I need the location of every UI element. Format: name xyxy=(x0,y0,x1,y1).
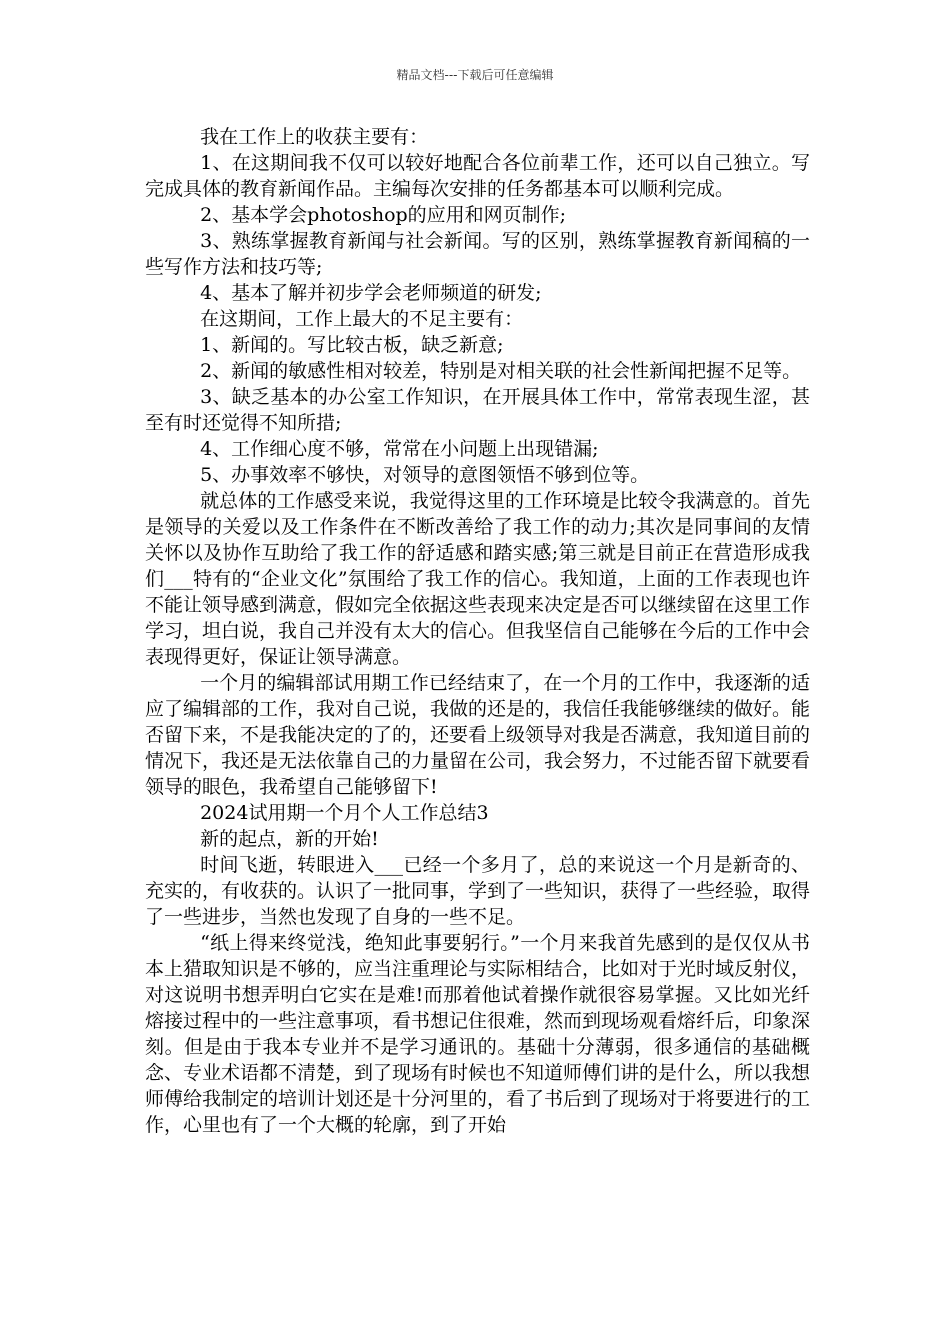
paragraph: 5、办事效率不够快，对领导的意图领悟不够到位等。 xyxy=(200,464,650,486)
paragraph: 在这期间，工作上最大的不足主要有： xyxy=(200,308,524,330)
paragraph: 4、工作细心度不够，常常在小问题上出现错漏; xyxy=(200,438,599,460)
page-header: 精品文档---下载后可任意编辑 xyxy=(396,68,554,82)
paragraph: 我在工作上的收获主要有： xyxy=(200,126,429,148)
paragraph: 一个月的编辑部试用期工作已经结束了，在一个月的工作中，我逐渐的适应了编辑部的工作，我对自己说，我做的还是的，我信任我能够继续的做好。能否留下来，不是我能决定的了的，还要看上级领导对我是否满意，我知道目前的情况下，我还是无法依靠自己的力量留在公司，我会努力，不过能否留下就要看领导的眼色，我希望自己能够留下! xyxy=(145,672,811,798)
paragraph: 2、新闻的敏感性相对较差，特别是对相关联的社会性新闻把握不足等。 xyxy=(200,360,802,382)
paragraph: 3、熟练掌握教育新闻与社会新闻。写的区别，熟练掌握教育新闻稿的一些写作方法和技巧等; xyxy=(145,230,810,278)
paragraph: “纸上得来终觉浅，绝知此事要躬行。”一个月来我首先感到的是仅仅从书本上猎取知识是不够的，应当注重理论与实际相结合，比如对于光时域反射仪，对这说明书想弄明白它实在是难!而那着他试着操作就很容易掌握。又比如光纤熔接过程中的一些注意事项，看书想记住很难，然而到现场观看熔纤后，印象深刻。但是由于我本专业并不是学习通讯的。基础十分薄弱，很多通信的基础概念、专业术语都不清楚，到了现场有时候也不知道师傅们讲的是什么，所以我想师傅给我制定的培训计划还是十分河里的，看了书后到了现场对于将要进行的工作，心里也有了一个大概的轮廓，到了开始 xyxy=(145,932,811,1136)
paragraph: 4、基本了解并初步学会老师频道的研发; xyxy=(200,282,542,304)
paragraph: 3、缺乏基本的办公室工作知识，在开展具体工作中，常常表现生涩，甚至有时还觉得不知所措; xyxy=(145,386,810,434)
paragraph: 新的起点，新的开始! xyxy=(200,828,379,850)
paragraph: 就总体的工作感受来说，我觉得这里的工作环境是比较令我满意的。首先是领导的关爱以及工作条件在不断改善给了我工作的动力;其次是同事间的友情关怀以及协作互助给了我工作的舒适感和踏实感;第三就是目前正在营造形成我们___特有的“企业文化”氛围给了我工作的信心。我知道，上面的工作表现也许不能让领导感到满意，假如完全依据这些表现来决定是否可以继续留在这里工作学习，坦白说，我自己并没有太大的信心。但我坚信自己能够在今后的工作中会表现得更好，保证让领导满意。 xyxy=(145,490,811,668)
document-body xyxy=(145,124,810,1138)
section-heading: 2024试用期一个月个人工作总结3 xyxy=(200,802,489,824)
paragraph: 1、在这期间我不仅可以较好地配合各位前辈工作，还可以自己独立。写完成具体的教育新闻作品。主编每次安排的任务都基本可以顺利完成。 xyxy=(145,152,810,200)
paragraph: 2、基本学会photoshop的应用和网页制作; xyxy=(200,204,567,226)
paragraph: 时间飞逝，转眼进入___已经一个多月了，总的来说这一个月是新奇的、充实的，有收获的。认识了一批同事，学到了一些知识，获得了一些经验，取得了一些进步，当然也发现了自身的一些不足。 xyxy=(145,854,811,928)
paragraph: 1、新闻的。写比较古板，缺乏新意; xyxy=(200,334,504,356)
